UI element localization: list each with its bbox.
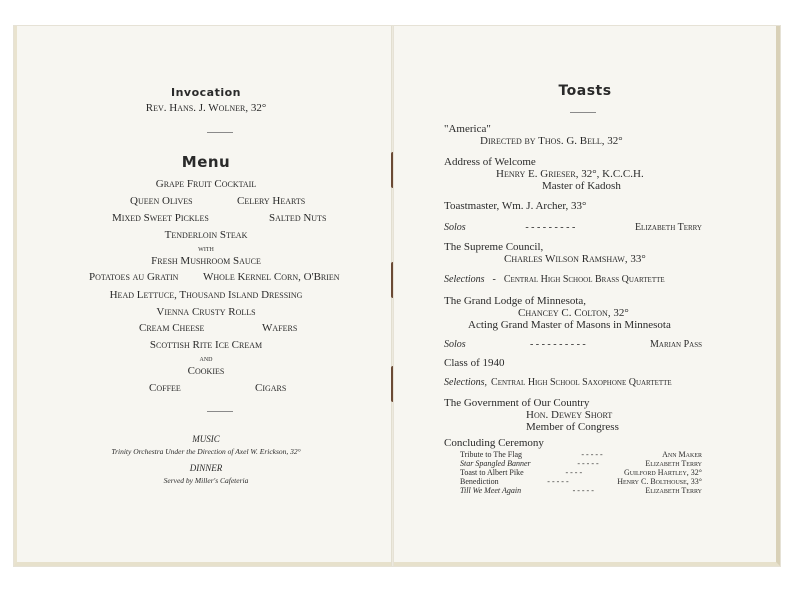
- solos-row: [444, 339, 702, 350]
- menu-item: Salted Nuts: [269, 212, 327, 224]
- toast-welcome: [444, 156, 714, 192]
- menu-item: Whole Kernel Corn, O'Brien: [203, 271, 340, 283]
- ceremony-row: [460, 459, 702, 468]
- toast-america: [444, 123, 714, 147]
- ceremony-row: [460, 468, 702, 477]
- toast-title: The Supreme Council,: [444, 241, 544, 253]
- menu-item: Cream Cheese: [139, 322, 205, 334]
- ceremony-person: Elizabeth Terry: [645, 459, 702, 468]
- ceremony-person: Henry C. Bolthouse, 33°: [617, 477, 702, 486]
- menu-title: Menu: [181, 153, 231, 171]
- toast-person: Directed by Thos. G. Bell, 32°: [480, 135, 623, 147]
- selections-row: [444, 377, 702, 388]
- toast-title: The Government of Our Country: [444, 397, 590, 409]
- menu-item: Grape Fruit Cocktail: [155, 178, 257, 190]
- toast-grand-lodge: [444, 295, 734, 331]
- ceremony-row: [460, 450, 702, 459]
- menu-item: Tenderloin Steak: [164, 229, 248, 241]
- menu-item: Cookies: [187, 365, 225, 377]
- ceremony-person: Guilford Hartley, 32°: [623, 468, 702, 477]
- ceremony-item: Till We Meet Again: [460, 486, 522, 495]
- toast-person: Hon. Dewey Short: [526, 409, 613, 421]
- ceremony-row: [460, 486, 702, 495]
- divider: [207, 411, 233, 412]
- menu-item: Scottish Rite Ice Cream: [149, 339, 263, 351]
- toast-title: The Grand Lodge of Minnesota,: [444, 295, 587, 307]
- toast-title: Address of Welcome: [444, 156, 536, 168]
- ceremony-item: Benediction: [460, 477, 499, 486]
- toast-government: [444, 397, 714, 433]
- toast-title: "America": [444, 123, 491, 135]
- left-page: [14, 26, 395, 566]
- toast-role: Acting Grand Master of Masons in Minnesota: [468, 319, 671, 331]
- right-page: [394, 26, 780, 566]
- divider: [207, 132, 233, 133]
- selections-text: Central High School Brass Quartette: [503, 274, 665, 285]
- solos-person: Elizabeth Terry: [634, 222, 702, 233]
- solos-label: Solos: [444, 222, 466, 233]
- ceremony-item: Toast to Albert Pike: [460, 468, 524, 477]
- toast-class: Class of 1940: [444, 357, 505, 369]
- dashes: - - - - -: [581, 450, 603, 459]
- menu-item: and: [199, 353, 213, 363]
- toastmaster: Toastmaster, Wm. J. Archer, 33°: [444, 200, 587, 212]
- selections-label: Selections,: [444, 377, 488, 388]
- music-title: MUSIC: [192, 434, 220, 444]
- menu-item: Vienna Crusty Rolls: [156, 306, 256, 318]
- divider: [570, 112, 596, 113]
- solos-person: Marian Pass: [650, 339, 702, 350]
- dinner-text: Served by Miller's Cafeteria: [163, 476, 249, 485]
- ceremony-person: Elizabeth Terry: [645, 486, 702, 495]
- menu-item: Fresh Mushroom Sauce: [151, 255, 261, 267]
- solos-row: [444, 222, 702, 233]
- ceremony-person: Ann Maker: [662, 450, 702, 459]
- invocation-title: Invocation: [170, 86, 241, 99]
- menu-item: Mixed Sweet Pickles: [112, 212, 209, 224]
- dinner-title: DINNER: [189, 463, 223, 473]
- toast-supreme-council: [444, 241, 714, 265]
- dashes: - - - -: [565, 468, 583, 477]
- toast-person: Henry E. Grieser, 32°, K.C.C.H.: [496, 168, 644, 180]
- dashes: - - - - - - - - -: [525, 222, 576, 233]
- toasts-title: Toasts: [558, 83, 612, 99]
- menu-item: Queen Olives: [130, 195, 193, 207]
- selections-text: Central High School Saxophone Quartette: [491, 377, 672, 388]
- selections-row: [444, 274, 702, 285]
- ceremony-item: Tribute to The Flag: [460, 450, 523, 459]
- solos-label: Solos: [444, 339, 466, 350]
- toast-role: Master of Kadosh: [542, 180, 621, 192]
- ceremony-item: Star Spangled Banner: [460, 459, 531, 468]
- dashes: - - - - -: [572, 486, 594, 495]
- menu-item: Head Lettuce, Thousand Island Dressing: [109, 289, 303, 301]
- toast-person: Chancey C. Colton, 32°: [518, 307, 629, 319]
- toast-person: Charles Wilson Ramshaw, 33°: [504, 253, 646, 265]
- menu-item: Potatoes au Gratin: [89, 271, 179, 283]
- menu-item: Celery Hearts: [237, 195, 306, 207]
- menu-item: Coffee: [149, 382, 181, 394]
- dashes: - - - - - - - - - -: [529, 339, 586, 350]
- invocation-person: Rev. Hans. J. Wolner, 32°: [145, 102, 267, 114]
- menu-item: Wafers: [262, 322, 298, 334]
- selections-label: Selections: [444, 274, 485, 285]
- menu-item: Cigars: [255, 382, 287, 394]
- concluding-title: Concluding Ceremony: [444, 437, 544, 449]
- ceremony-row: [460, 477, 702, 486]
- menu-item: with: [198, 243, 214, 253]
- dashes: -: [492, 274, 496, 285]
- music-text: Trinity Orchestra Under the Direction of Axel W. Erickson, 32°: [111, 447, 301, 456]
- toast-role: Member of Congress: [526, 421, 619, 433]
- dashes: - - - - -: [547, 477, 569, 486]
- dashes: - - - - -: [577, 459, 599, 468]
